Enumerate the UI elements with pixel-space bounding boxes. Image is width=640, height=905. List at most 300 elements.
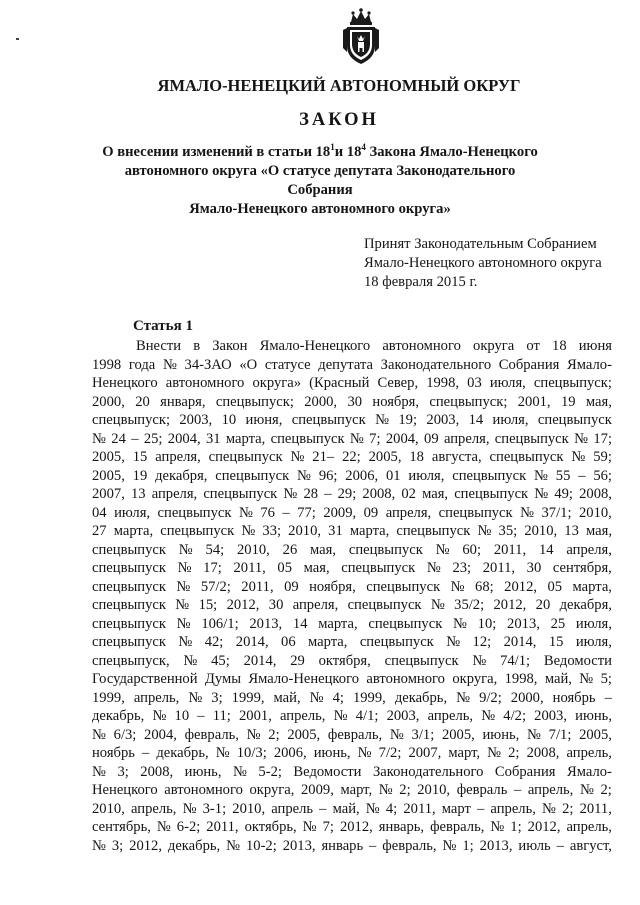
article-word: спецвыпуск (359, 634, 434, 650)
article-word: № (177, 560, 192, 576)
article-word: спецвыпуск; (92, 412, 170, 428)
article-word: № (232, 763, 247, 780)
subtitle-text-c: Закона Ямало-Ненецкого (365, 144, 538, 160)
article-word: 2011, (233, 560, 266, 576)
article-line (92, 522, 612, 541)
article-word: 2012, (226, 597, 260, 613)
article-word: 10 (174, 708, 190, 724)
article-word: 45; (211, 652, 230, 669)
article-word: апреля, (385, 504, 432, 521)
article-word: в (193, 338, 201, 354)
article-word: 2007, (92, 486, 125, 502)
article-line (92, 541, 612, 560)
article-word: Ямало-Ненецкого (259, 338, 371, 354)
article-word: 2000, (304, 393, 338, 410)
article-word: 13 (564, 523, 579, 539)
article-word: спецвыпуск (92, 597, 166, 613)
article-word: – (556, 837, 564, 854)
article-word: – (578, 467, 586, 484)
article-word: 35; (498, 523, 518, 539)
article-word: спецвыпуск, (92, 652, 170, 669)
article-word: июля, (489, 375, 526, 391)
article-word: 2012, (504, 578, 538, 595)
article-line (92, 596, 612, 615)
article-word: № (92, 837, 106, 854)
article-line (92, 818, 612, 837)
article-word: 59; (593, 449, 612, 465)
article-word: 1; (462, 837, 474, 854)
article-word: 9/2; (479, 689, 502, 706)
article-word: № (487, 745, 502, 761)
article-word: апрель (271, 800, 314, 817)
article-word: 1999, (231, 689, 265, 706)
article-word: 2000, (92, 393, 125, 410)
article-word: 2010, (288, 523, 322, 539)
article-word: июля, (114, 504, 151, 521)
article-word: мая, (586, 523, 612, 539)
article-word: № (188, 689, 203, 706)
article-word: № (349, 430, 364, 447)
article-word: № (527, 726, 541, 743)
article-word: 2010, (417, 782, 451, 798)
article-word: 1998, (426, 375, 460, 391)
article-word: № (430, 597, 445, 613)
article-word: автономного (164, 782, 243, 798)
article-word: 03 (467, 375, 482, 391)
article-word: – (197, 708, 205, 724)
article-word: сентября, (552, 560, 612, 576)
article-word: апреля, (566, 541, 612, 558)
article-word: № (333, 708, 348, 724)
article-word: 11; (212, 708, 231, 724)
article-word: 2005, (368, 449, 402, 465)
article-word: 77; (297, 504, 316, 521)
article-word: 4/1; (355, 708, 379, 724)
article-word: декабрь, (167, 837, 221, 854)
article-word: Думы (204, 671, 242, 687)
article-word: марта, (113, 523, 154, 539)
article-word: округа» (252, 375, 302, 391)
article-word: апрель, (280, 708, 326, 724)
article-word: марта, (572, 578, 612, 595)
article-word: февраль (456, 782, 508, 798)
article-word: спецвыпуск; (429, 393, 508, 410)
article-word: ноября, (372, 393, 420, 410)
article-word: Ямало- (567, 356, 612, 373)
article-word: 09 (284, 578, 299, 595)
article-word: июля, (408, 467, 445, 484)
article-word: № (571, 449, 586, 465)
article-word: апрель, (566, 819, 612, 835)
article-word: 12; (472, 634, 492, 650)
subtitle-superscript-2: 4 (361, 142, 366, 153)
article-word: – (477, 800, 485, 817)
article-word: апрель, (130, 800, 177, 817)
article-word: № (309, 689, 324, 706)
article-word: 2011, (241, 578, 274, 595)
article-word: 2011, (403, 800, 436, 817)
article-word: № (92, 763, 106, 780)
article-word: апрель, (566, 745, 612, 761)
article-word: 7/1; (548, 726, 572, 743)
article-word: 2005, (92, 467, 125, 484)
article-word: Ведомости (543, 652, 612, 669)
article-word: март, (448, 745, 481, 761)
article-word: спецвыпуск (438, 504, 513, 521)
article-word: 56; (593, 467, 612, 484)
article-word: № (534, 486, 549, 502)
article-word: – (513, 782, 522, 798)
article-word: 2011, (493, 541, 527, 558)
article-word: октября, (318, 652, 371, 669)
article-word: 10; (477, 615, 497, 632)
adoption-line-2: Ямало-Ненецкого автономного округа (364, 255, 602, 271)
article-line (92, 615, 612, 634)
article-word: 2011, (482, 560, 516, 576)
article-word: июля, (575, 615, 612, 632)
article-word: № (215, 745, 230, 761)
article-line (92, 578, 612, 597)
article-word: 2007, (408, 745, 442, 761)
article-word: май, (544, 671, 572, 687)
article-word: 2005, (92, 449, 125, 465)
article-word: 29 (290, 652, 305, 669)
article-word: 2008, (140, 763, 174, 780)
subtitle-text-a: О внесении изменений в статьи 18 (102, 144, 331, 160)
article-word: 18 (552, 338, 567, 354)
article-word: 30 (526, 560, 542, 576)
article-line (92, 337, 612, 356)
article-line (92, 726, 612, 745)
article-word: 2005, (579, 726, 612, 743)
article-word: 2009, (301, 782, 334, 798)
article-word: спецвыпуск; (533, 375, 612, 391)
article-word: 2001, (517, 393, 551, 410)
article-word: Ненецкого (92, 782, 158, 798)
article-word: 2011, (579, 800, 612, 817)
article-word: 3; (211, 689, 223, 706)
article-word: № (450, 578, 465, 595)
adoption-line-1: Принят Законодательным Собранием (364, 236, 597, 252)
article-word: спецвыпуск (208, 449, 283, 465)
article-word: 13 (130, 486, 146, 502)
article-word: № (542, 800, 556, 817)
article-word: 2003, (534, 708, 567, 724)
article-word: спецвыпуск (92, 578, 166, 595)
article-line (92, 467, 612, 486)
article-word: спецвыпуск (92, 634, 166, 650)
article-word: спецвыпуск (366, 578, 441, 595)
article-word: 2011, (206, 819, 239, 835)
subtitle-line-3: Ямало-Ненецкого автономного округа» (189, 201, 451, 217)
article-word: июня, (245, 412, 283, 428)
article-word: 4/2; (503, 708, 526, 724)
article-word: 2006, (273, 745, 307, 761)
article-word: № (241, 523, 256, 539)
article-word: Собрания (494, 763, 556, 780)
article-line (92, 374, 612, 393)
article-word: Законодательного (380, 356, 492, 373)
article-word: 2010, (236, 541, 270, 558)
article-word: 2014, (503, 634, 537, 650)
article-word: июнь, (184, 763, 222, 780)
article-word: № (226, 837, 241, 854)
article-word: октябрь, (244, 819, 297, 835)
article-word: апреля, (292, 597, 339, 613)
article-word: 6/3; (113, 726, 137, 743)
article-word: 02 (401, 486, 416, 502)
article-word: апреля, (155, 449, 201, 465)
article-word: спецвыпуск (92, 615, 166, 632)
article-word: № (375, 412, 390, 428)
article-word: автономного (165, 375, 245, 391)
article-word: № (297, 467, 311, 484)
article-line (92, 670, 612, 689)
article-word: январь, (378, 819, 425, 835)
article-word: спецвыпуск (341, 560, 416, 576)
article-word: 28 (303, 486, 319, 502)
article-word: спецвыпуск; (215, 393, 294, 410)
article-word: мая, (310, 541, 337, 558)
article-word: 2010, (232, 800, 266, 817)
article-word: 2003, (386, 708, 420, 724)
article-word: мая, (303, 560, 330, 576)
article-word: спецвыпуск (215, 467, 290, 484)
article-word: № (182, 800, 197, 817)
article-word: 3/1; (411, 726, 435, 743)
article-word: февраль, (430, 819, 485, 835)
article-line (92, 485, 612, 504)
article-line (92, 430, 612, 449)
article-word: 1998 (92, 356, 122, 373)
article-word: апреля, (151, 486, 198, 502)
article-word: 7; (322, 819, 334, 835)
article-word: 42; (204, 634, 224, 650)
article-word: сентябрь, (92, 819, 151, 835)
article-word: № (156, 819, 171, 835)
article-word: 5-2; (258, 763, 282, 780)
article-word: июля, (575, 634, 612, 650)
article-word: от (526, 338, 540, 354)
article-word: 30 (268, 597, 284, 613)
article-word: 35/2; (454, 597, 485, 613)
article-word: 2; (508, 745, 520, 761)
article-word: 20 (135, 393, 150, 410)
article-word: спецвыпуск (537, 412, 612, 428)
article-word: № (435, 541, 450, 558)
article-word: ноябрь (552, 689, 596, 706)
article-word: 04 (92, 504, 107, 521)
article-word: 2014, (243, 652, 277, 669)
subtitle-text-b: и 18 (334, 144, 362, 160)
article-word: 2010, (524, 523, 558, 539)
article-word: Собрания (498, 356, 560, 373)
article-word: 27 (92, 523, 107, 539)
article-word: спецвыпуск (347, 597, 422, 613)
article-word: 3-1; (202, 800, 227, 817)
article-word: Ведомости (293, 763, 362, 780)
article-word: 23; (452, 560, 472, 576)
article-word: 3; (111, 837, 124, 854)
article-word: – (282, 504, 290, 521)
article-word: № (574, 430, 589, 447)
article-word: Ненецкого (92, 375, 158, 391)
article-word: № (456, 689, 471, 706)
article-word: 20 (535, 597, 551, 613)
article-word: № (176, 578, 191, 595)
article-word: спецвыпуск (270, 430, 345, 447)
article-word: апрель, (133, 689, 180, 706)
article-line (92, 763, 612, 782)
article-word: 24 (111, 430, 126, 447)
article-line (92, 356, 612, 375)
article-word: № (178, 541, 193, 558)
article-word: марта, (308, 634, 348, 650)
article-word: № (472, 652, 487, 669)
article-word: № (92, 726, 106, 743)
article-word: май, (332, 800, 360, 817)
article-word: 22; (342, 449, 361, 465)
article-word: 2004, (167, 430, 201, 447)
article-word: декабрь, (156, 745, 209, 761)
article-word: 15 (548, 634, 564, 650)
article-word: Север, (377, 375, 419, 391)
article-word: 2009, (323, 504, 357, 521)
article-word: 05 (277, 560, 292, 576)
article-word: 5; (600, 671, 612, 687)
article-word: № (579, 782, 594, 798)
article-line (92, 448, 612, 467)
article-word: 2012, (129, 837, 162, 854)
article-word: 09 (424, 430, 439, 447)
article-word: 1998, (504, 671, 538, 687)
scan-speck (16, 38, 19, 40)
article-word: февраль, (184, 726, 239, 743)
article-word: автономного (366, 671, 445, 687)
article-word: июль (518, 837, 551, 854)
article-word: 17; (203, 560, 222, 576)
article-word: 2004, (385, 430, 419, 447)
article-word: № (426, 560, 441, 576)
article-word: январь (321, 837, 364, 854)
subtitle-line-1 (100, 143, 540, 162)
article-word: 26 (282, 541, 298, 558)
article-word: 2003, (179, 412, 213, 428)
article-word: Закон (212, 338, 248, 354)
law-subtitle (100, 143, 540, 219)
coat-of-arms-icon (341, 8, 381, 66)
article-word: № (283, 486, 298, 502)
article-word: 2006, (345, 467, 379, 484)
article-word: апрель, (490, 800, 536, 817)
article-word: 2; (600, 782, 612, 798)
article-word: № (152, 708, 167, 724)
article-word: 1999, (92, 689, 125, 706)
article-word: август, (569, 837, 612, 854)
article-word: № (378, 782, 393, 798)
article-word: № (389, 726, 404, 743)
article-word: 2; (399, 782, 411, 798)
article-word: спецвыпуск (454, 486, 529, 502)
article-word: 15 (132, 449, 148, 465)
article-word: 1; (510, 819, 522, 835)
law-title: ЗАКОН (299, 110, 379, 130)
article-body (92, 337, 612, 855)
article-word: 2010, (92, 800, 125, 817)
article-word: № (481, 708, 496, 724)
article-line (92, 800, 612, 819)
article-word: Ямало-Ненецкого (248, 671, 359, 687)
article-word: 2012, (339, 819, 373, 835)
article-word: спецвыпуск (494, 430, 569, 447)
article-word: 09 (363, 504, 379, 521)
article-word: спецвыпуск (452, 467, 527, 484)
adoption-date: 18 февраля 2015 г. (364, 274, 478, 290)
article-word: «О (239, 356, 258, 373)
article-word: 106/1; (201, 615, 239, 632)
article-word: 10 (221, 412, 237, 428)
article-word: 2003, (426, 412, 460, 428)
article-line (92, 633, 612, 652)
article-word: № (453, 615, 467, 632)
article-word: № (290, 449, 305, 465)
article-word: августа, (431, 449, 482, 465)
article-word: Ямало- (567, 763, 612, 780)
article-word: № (442, 837, 457, 854)
article-word: февраль, (327, 726, 383, 743)
article-word: 01 (385, 467, 401, 484)
article-word: 14 (538, 541, 554, 558)
article-word: января, (160, 393, 206, 410)
article-word: № (477, 523, 492, 539)
article-word: № (246, 726, 261, 743)
article-word: 2013, (282, 837, 316, 854)
article-word: № (302, 819, 317, 835)
article-word: марта, (225, 430, 266, 447)
article-word: № (579, 671, 594, 687)
article-word: 14 (292, 615, 308, 632)
article-word: декабря, (155, 467, 208, 484)
article-word: 19; (398, 412, 418, 428)
article-word: № (176, 615, 191, 632)
article-line (92, 559, 612, 578)
article-word: 54; (205, 541, 225, 558)
article-word: марта, (318, 615, 358, 632)
article-word: 18 (409, 449, 424, 465)
article-word: спецвыпуск (368, 615, 443, 632)
article-word: спецвыпуск (291, 412, 366, 428)
article-word: 2008, (579, 486, 612, 502)
article-word: – (604, 689, 612, 706)
article-line (92, 781, 612, 800)
article-word: 2; (268, 726, 280, 743)
article-line (92, 837, 612, 856)
article-word: № (238, 504, 253, 521)
article-word: 10-2; (245, 837, 277, 854)
article-word: 74/1; (500, 652, 531, 669)
article-word: март, (340, 782, 373, 798)
article-word: депутата (318, 356, 373, 373)
article-word: 37/1; (541, 504, 572, 521)
article-word: № (175, 597, 190, 613)
article-word: 2004, (144, 726, 177, 743)
article-word: мая, (422, 486, 449, 502)
article-word: 7; (369, 430, 381, 447)
article-word: декабрь, (394, 689, 448, 706)
article-word: 15; (198, 597, 218, 613)
article-word: спецвыпуск (203, 486, 278, 502)
article-word: округа (473, 338, 515, 354)
